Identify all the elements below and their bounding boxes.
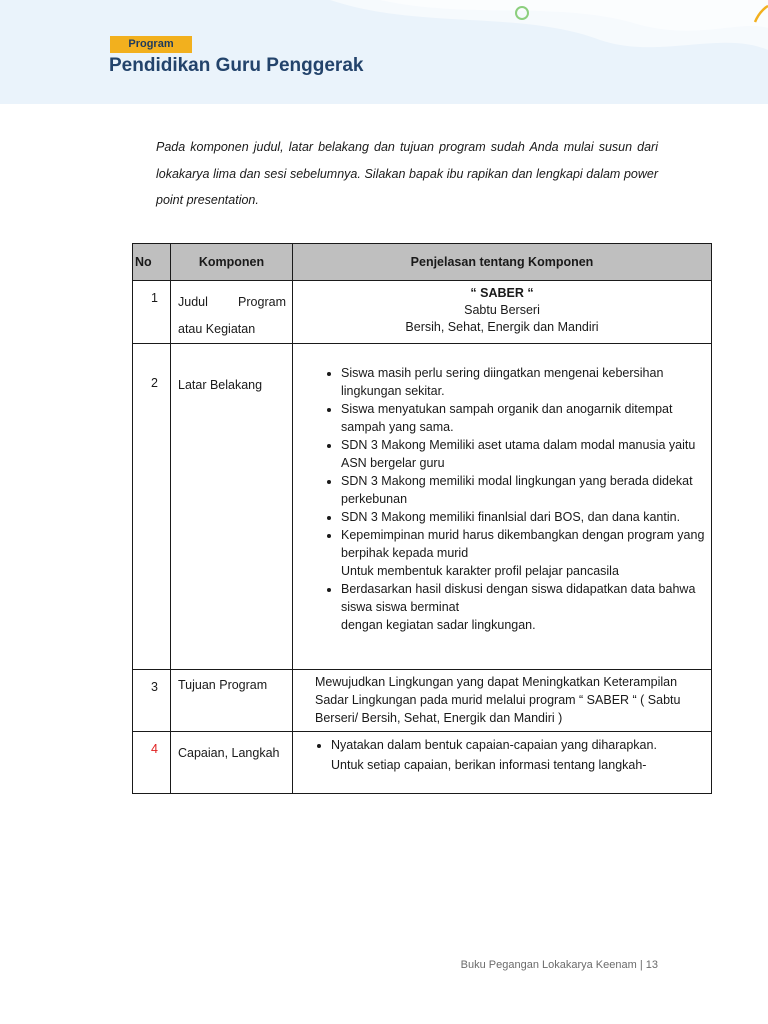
program-acronym: “ SABER “ [470,286,534,300]
row-explanation [293,670,712,732]
table-row [133,732,712,794]
header-explanation: Penjelasan tentang Komponen [293,244,712,281]
row-component: Latar Belakang [171,344,293,670]
row-number: 4 [133,732,171,794]
row-component: Judul Program atau Kegiatan [171,281,293,344]
program-badge: Program [110,36,192,53]
list-item: • SDN 3 Makong Memiliki aset utama dalam modal manusia yaitu ASN bergelar guru [341,436,707,472]
table-row [133,344,712,670]
component-table [132,243,712,794]
page-footer: Buku Pegangan Lokakarya Keenam | 13 [460,959,658,971]
list-item: • SDN 3 Makong memiliki finanlsial dari BOS, dan dana kantin. [341,508,707,526]
list-item: • Siswa menyatukan sampah organik dan anogarnik ditempat sampah yang sama. [341,400,707,436]
row-number: 3 [133,670,171,732]
header-component: Komponen [171,244,293,281]
row-component: Capaian, Langkah [171,732,293,794]
list-item: • Kepemimpinan murid harus dikembangkan dengan program yang berpihak kepada murid Untuk membentuk karakter profil pelajar pancasila [341,526,707,580]
list-item: • SDN 3 Makong memiliki modal lingkungan yang berada didekat perkebunan [341,472,707,508]
row-number: 1 [133,281,171,344]
row-component: Tujuan Program [171,670,293,732]
program-expansion: Bersih, Sehat, Energik dan Mandiri [405,320,599,334]
table-header-row [133,244,712,281]
background-list [297,364,707,634]
achievement-list [297,736,707,754]
list-item: • Berdasarkan hasil diskusi dengan siswa didapatkan data bahwa siswa siswa berminat dengan kegiatan sadar lingkungan. [341,580,707,634]
row-explanation [293,344,712,670]
goal-text: Mewujudkan Lingkungan yang dapat Meningkatkan Keterampilan Sadar Lingkungan pada murid melalui program “ SABER “ ( Sabtu Berseri/ Bersih, Sehat, Energik dan Mandiri ) [315,675,681,725]
row-explanation [293,281,712,344]
step-text: Untuk setiap capaian, berikan informasi tentang langkah- [331,758,647,772]
program-name: Sabtu Berseri [464,303,540,317]
row-explanation [293,732,712,794]
table-row [133,670,712,732]
header-no: No [133,244,171,281]
list-item: • Nyatakan dalam bentuk capaian-capaian yang diharapkan. [331,736,707,754]
page-title: Pendidikan Guru Penggerak [109,55,364,76]
row-number: 2 [133,344,171,670]
list-item: • Siswa masih perlu sering diingatkan mengenai kebersihan lingkungan sekitar. [341,364,707,400]
table-row [133,281,712,344]
page-header [0,0,768,104]
intro-paragraph: Pada komponen judul, latar belakang dan tujuan program sudah Anda mulai susun dari lokakarya lima dan sesi sebelumnya. Silakan bapak ibu rapikan dan lengkapi dalam power point presentation. [156,140,658,207]
